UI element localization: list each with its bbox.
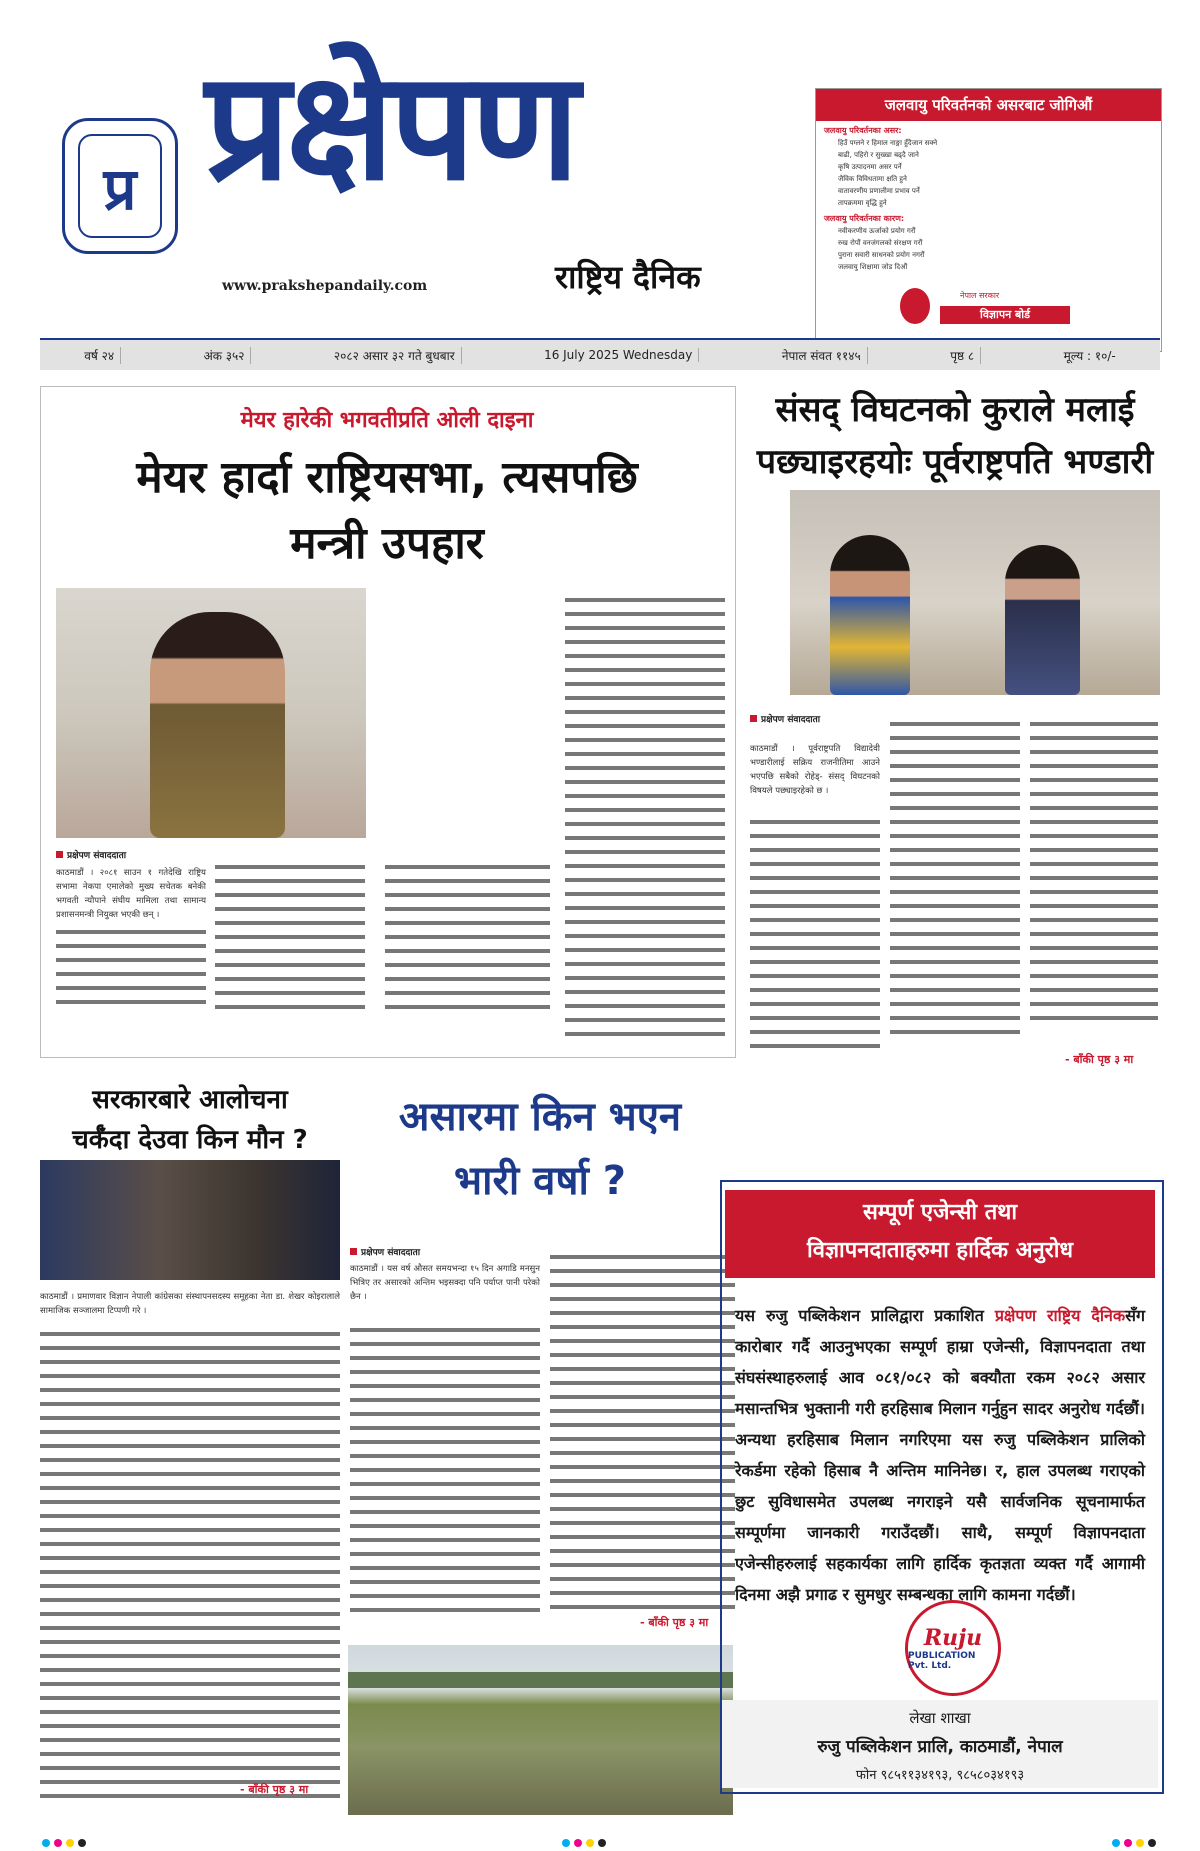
list-item: पुराना सवारी साधनको प्रयोग नगरौं xyxy=(838,251,925,259)
story-text-block xyxy=(750,810,880,1048)
headline-line: मन्त्री उपहार xyxy=(290,518,484,569)
byline: प्रक्षेपण संवाददाता xyxy=(350,1245,420,1258)
issue-info-bar xyxy=(40,338,1160,370)
list-item: वातावरणीय प्रणालीमा प्रभाव पर्ने xyxy=(838,187,920,195)
ad-board-label: विज्ञापन बोर्ड xyxy=(940,306,1070,324)
nepal-sambat: नेपाल संवत ११४५ xyxy=(776,347,868,364)
logo-emblem xyxy=(62,118,178,254)
list-item: रुख रोपौं वनजंगलको संरक्षण गरौं xyxy=(838,239,923,247)
website-url[interactable]: www.prakshepandaily.com xyxy=(222,278,428,294)
climate-ad-heading: जलवायु परिवर्तनको असरबाट जोगिऔं xyxy=(816,89,1161,121)
portrait-figure xyxy=(1005,545,1080,695)
issue-number: अंक ३५२ xyxy=(198,347,252,364)
byline: प्रक्षेपण संवाददाता xyxy=(750,712,820,725)
byline: प्रक्षेपण संवाददाता xyxy=(56,848,126,861)
headline-line: चर्कँदा देउवा किन मौन ? xyxy=(72,1125,308,1155)
story-text-block xyxy=(350,1318,540,1612)
story-text-block xyxy=(215,855,365,1009)
portrait-figure xyxy=(150,612,285,838)
notice-dept: लेखा शाखा xyxy=(909,1709,971,1727)
portrait-figure xyxy=(830,535,910,695)
headline-line: पछ्याइरहयोः पूर्वराष्ट्रपति भण्डारी xyxy=(756,442,1154,482)
story-photo xyxy=(348,1645,733,1815)
story-text-block xyxy=(550,1245,735,1609)
headline-line: सरकारबारे आलोचना xyxy=(92,1085,288,1115)
story-kicker: मेयर हारेकी भगवतीप्रति ओली दाइना xyxy=(240,408,534,433)
continued-label: - बाँकी पृष्ठ ३ मा xyxy=(240,1783,309,1796)
continued-label: - बाँकी पृष्ठ ३ मा xyxy=(1065,1053,1134,1066)
list-item: तापक्रममा वृद्धि हुने xyxy=(838,199,887,207)
climate-measures-title: जलवायु परिवर्तनका कारण: xyxy=(824,214,905,223)
ruju-publication-logo xyxy=(905,1600,1001,1696)
story-lead: काठमाडौं । २०८१ साउन १ गतेदेखि राष्ट्रिय सभामा नेकपा एमालेको मुख्य सचेतक बनेकी भगवती न्यौपाने संघीय मामिला तथा सामान्य प्रशासनमन्त्री नियुक्त भएकी छन् । xyxy=(56,868,206,920)
logo-text: Ruju xyxy=(923,1625,983,1651)
story-text-block xyxy=(385,855,550,1009)
headline-line: संसद् विघटनको कुराले मलाई xyxy=(775,390,1135,430)
notice-body-post: सँग कारोबार गर्दै आउनुभएका सम्पूर्ण हाम्रा एजेन्सी, विज्ञापनदाता तथा संघसंस्थाहरुलाई आव ०८१/०८२ को बक्यौता रकम २०८२ असार मसान्तभित्र भुक्तानी गरी हरहिसाब मिलान गर्नुहुन सादर अनुरोध गर्दछौं। अन्यथा हरहिसाब मिलान नगरिएमा यस रुजु पब्लिकेशन प्रालिको रेकर्डमा रहेको हिसाब नै अन्तिम मानिनेछ। र, हाल उपलब्ध गराएको छुट सुविधासमेत उपलब्ध नगराइने यसै सार्वजनिक सूचनामार्फत सम्पूर्णमा जानकारी गराउँदछौं। साथै, सम्पूर्ण विज्ञापनदाता एजेन्सीहरुलाई सहकार्यका लागि हार्दिक कृतज्ञता व्यक्त गर्दै आगामी दिनमा अझै प्रगाढ र सुमधुर सम्बन्धका लागि कामना गर्दछौं। xyxy=(735,1306,1145,1604)
notice-phone[interactable]: फोन ९८५११३४१९३, ९८५८०३४१९३ xyxy=(855,1768,1025,1783)
registration-marks xyxy=(1110,1832,1158,1851)
list-item: बाढी, पहिरो र सुख्खा बढ्दै जाने xyxy=(838,151,919,159)
story-text-block xyxy=(1030,712,1158,1020)
notice-heading-line: सम्पूर्ण एजेन्सी तथा xyxy=(862,1200,1018,1225)
notice-body-pre: यस रुजु पब्लिकेशन प्रालिद्वारा प्रकाशित xyxy=(735,1306,995,1325)
paper-name-highlight: प्रक्षेपण राष्ट्रिय दैनिक xyxy=(994,1306,1126,1325)
logo-glyph: प्र xyxy=(78,134,162,238)
masthead-subtitle: राष्ट्रिय दैनिक xyxy=(555,258,701,296)
list-item: जैविक विविधतामा क्षति हुने xyxy=(838,175,907,183)
story-text-block xyxy=(890,712,1020,1034)
headline-line: भारी वर्षा ? xyxy=(454,1158,626,1204)
headline-line: असारमा किन भएन xyxy=(398,1094,682,1140)
gov-label: नेपाल सरकार xyxy=(960,291,1000,300)
story-headline[interactable] xyxy=(745,384,1165,488)
story-lead: काठमाडौं । यस वर्ष औसत समयभन्दा १५ दिन अगाडि मनसुन भित्रिए तर असारको अन्तिम भइसक्दा पनि पर्याप्त पानी परेको छैन । xyxy=(350,1264,540,1302)
climate-effects-title: जलवायु परिवर्तनका असर: xyxy=(824,126,902,135)
story-lead: काठमाडौं । प्रमाणवार विज्ञान नेपाली कांग्रेसका संस्थापनसदस्य समूहका नेता डा. शेखर कोइरालाले सामाजिक सञ्जालमा टिप्पणी गरे । xyxy=(40,1292,340,1316)
page-number: पृष्ठ ८ xyxy=(944,347,981,364)
notice-body xyxy=(735,1300,1145,1610)
headline-line: मेयर हार्दा राष्ट्रियसभा, त्यसपछि xyxy=(136,452,638,503)
list-item: नवीकरणीय ऊर्जाको प्रयोग गरौं xyxy=(838,227,916,235)
list-item: कृषि उत्पादनमा असर पर्ने xyxy=(838,163,902,171)
notice-footer xyxy=(722,1700,1158,1788)
story-headline[interactable] xyxy=(40,1080,340,1160)
list-item: जलवायु शिक्षामा जोड दिऔं xyxy=(838,263,908,271)
notice-org: रुजु पब्लिकेशन प्रालि, काठमाडौं, नेपाल xyxy=(817,1737,1063,1757)
continued-label: - बाँकी पृष्ठ ३ मा xyxy=(640,1616,709,1629)
photo-treeline xyxy=(348,1672,733,1688)
price: मूल्य : १०/- xyxy=(1063,348,1116,363)
registration-marks xyxy=(560,1832,608,1851)
volume: वर्ष २४ xyxy=(78,347,121,364)
story-headline[interactable] xyxy=(345,1085,735,1213)
story-lead: काठमाडौं । पूर्वराष्ट्रपति विद्यादेवी भण्डारीलाई सक्रिय राजनीतिमा आउने भएपछि सबैको रोहेड्- संसद् विघटनको विषयले पछ्याइरहेको छ । xyxy=(750,744,880,796)
story-text-block xyxy=(565,588,725,1036)
notice-heading-line: विज्ञापनदाताहरुमा हार्दिक अनुरोध xyxy=(807,1238,1073,1263)
masthead-title: प्रक्षेपण xyxy=(205,40,576,214)
registration-marks xyxy=(40,1832,88,1851)
logo-subtext: PUBLICATION Pvt. Ltd. xyxy=(908,1651,976,1671)
nepal-emblem-icon xyxy=(900,288,930,324)
story-text-block xyxy=(56,920,206,1004)
date-nepali: २०८२ असार ३२ गते बुधबार xyxy=(328,347,462,364)
list-item: हिउँ पग्लने र हिमाल नाङ्गा हुँदैजान सक्ने xyxy=(838,139,938,147)
story-headline[interactable] xyxy=(40,445,734,577)
story-photo xyxy=(40,1160,340,1280)
story-text-block xyxy=(40,1322,340,1798)
notice-heading xyxy=(725,1190,1155,1278)
date-english: 16 July 2025 Wednesday xyxy=(538,348,699,362)
